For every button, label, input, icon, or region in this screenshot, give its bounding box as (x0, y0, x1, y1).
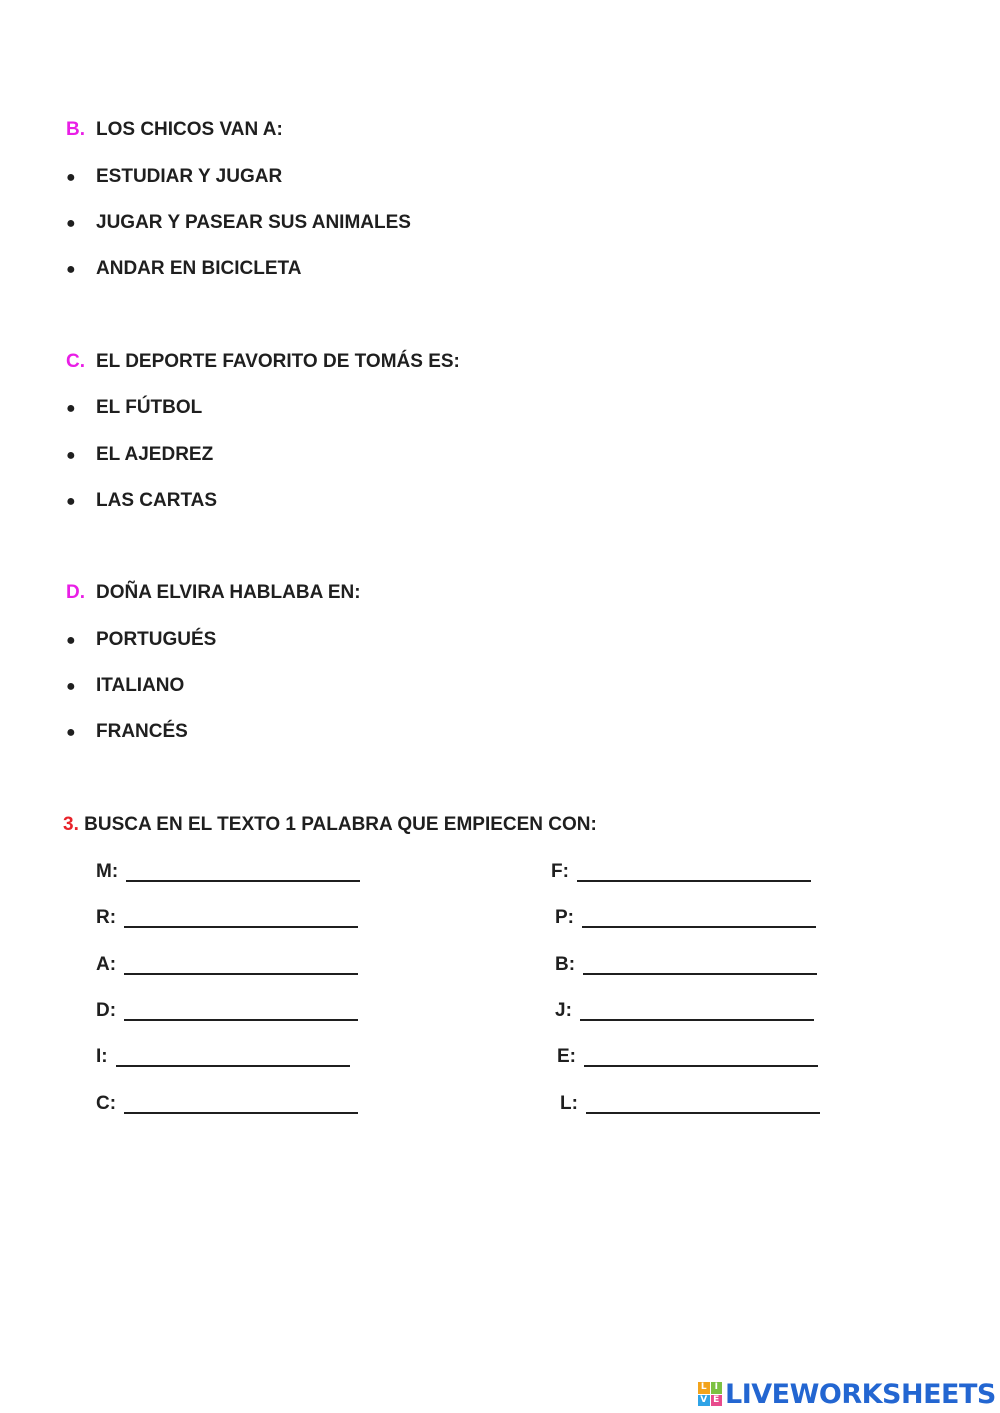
option-d-3[interactable] (66, 720, 188, 745)
answer-field-a (96, 953, 358, 977)
option-text: EL FÚTBOL (96, 397, 203, 418)
option-text: JUGAR Y PASEAR SUS ANIMALES (96, 212, 411, 233)
answer-field-f (551, 860, 811, 884)
answer-field-e (557, 1045, 818, 1069)
logo-letter: L (698, 1382, 710, 1394)
question-letter: C. (66, 351, 85, 372)
bullet-icon: ● (66, 261, 76, 278)
question-b (66, 118, 283, 142)
answer-blank[interactable] (116, 1065, 350, 1067)
bullet-icon: ● (66, 215, 76, 232)
field-label: I: (96, 1046, 108, 1067)
field-label: M: (96, 861, 119, 882)
option-c-2[interactable] (66, 443, 213, 468)
answer-blank[interactable] (583, 973, 817, 975)
bullet-icon: ● (66, 493, 76, 510)
option-c-3[interactable] (66, 489, 217, 514)
field-label: P: (555, 907, 574, 928)
option-b-2[interactable] (66, 211, 411, 236)
answer-blank[interactable] (586, 1112, 820, 1114)
bullet-icon: ● (66, 632, 76, 649)
answer-field-i (96, 1045, 350, 1069)
bullet-icon: ● (66, 169, 76, 186)
option-text: EL AJEDREZ (96, 444, 214, 465)
answer-field-j (555, 999, 814, 1023)
bullet-icon: ● (66, 447, 76, 464)
field-label: C: (96, 1093, 117, 1114)
field-label: A: (96, 954, 117, 975)
answer-blank[interactable] (577, 880, 811, 882)
option-b-1[interactable] (66, 165, 282, 190)
answer-blank[interactable] (584, 1065, 818, 1067)
answer-blank[interactable] (582, 926, 816, 928)
answer-field-b (555, 953, 817, 977)
option-text: PORTUGUÉS (96, 629, 217, 650)
question-d (66, 581, 361, 605)
option-text: ITALIANO (96, 675, 185, 696)
question-text: EL DEPORTE FAVORITO DE TOMÁS ES: (96, 351, 460, 372)
option-b-3[interactable] (66, 257, 301, 282)
field-label: B: (555, 954, 576, 975)
question-c (66, 350, 460, 374)
option-text: FRANCÉS (96, 721, 188, 742)
answer-blank[interactable] (124, 926, 358, 928)
logo-letter: I (711, 1382, 723, 1394)
question-letter: B. (66, 119, 85, 140)
bullet-icon: ● (66, 724, 76, 741)
option-d-2[interactable] (66, 674, 184, 699)
option-text: LAS CARTAS (96, 490, 218, 511)
answer-blank[interactable] (124, 973, 358, 975)
answer-field-m (96, 860, 360, 884)
logo-icon (698, 1382, 722, 1406)
answer-field-r (96, 906, 358, 930)
option-c-1[interactable] (66, 396, 202, 421)
answer-field-c (96, 1092, 358, 1116)
exercise-3-heading (63, 813, 597, 837)
option-text: ESTUDIAR Y JUGAR (96, 166, 283, 187)
bullet-icon: ● (66, 400, 76, 417)
question-text: DOÑA ELVIRA HABLABA EN: (96, 582, 361, 603)
answer-blank[interactable] (580, 1019, 814, 1021)
exercise-number: 3. (63, 814, 79, 835)
answer-field-d (96, 999, 358, 1023)
question-text: LOS CHICOS VAN A: (96, 119, 283, 140)
liveworksheets-logo (698, 1378, 996, 1410)
logo-letter: E (711, 1395, 723, 1407)
question-letter: D. (66, 582, 85, 603)
field-label: D: (96, 1000, 117, 1021)
field-label: R: (96, 907, 117, 928)
bullet-icon: ● (66, 678, 76, 695)
answer-blank[interactable] (124, 1019, 358, 1021)
exercise-instruction: BUSCA EN EL TEXTO 1 PALABRA QUE EMPIECEN CON: (84, 814, 597, 835)
field-label: L: (560, 1093, 578, 1114)
option-text: ANDAR EN BICICLETA (96, 258, 302, 279)
field-label: E: (557, 1046, 576, 1067)
answer-blank[interactable] (126, 880, 360, 882)
answer-field-l (560, 1092, 820, 1116)
brand-name: LIVEWORKSHEETS (725, 1378, 996, 1410)
field-label: F: (551, 861, 569, 882)
field-label: J: (555, 1000, 572, 1021)
option-d-1[interactable] (66, 628, 216, 653)
logo-letter: V (698, 1395, 710, 1407)
answer-blank[interactable] (124, 1112, 358, 1114)
answer-field-p (555, 906, 816, 930)
